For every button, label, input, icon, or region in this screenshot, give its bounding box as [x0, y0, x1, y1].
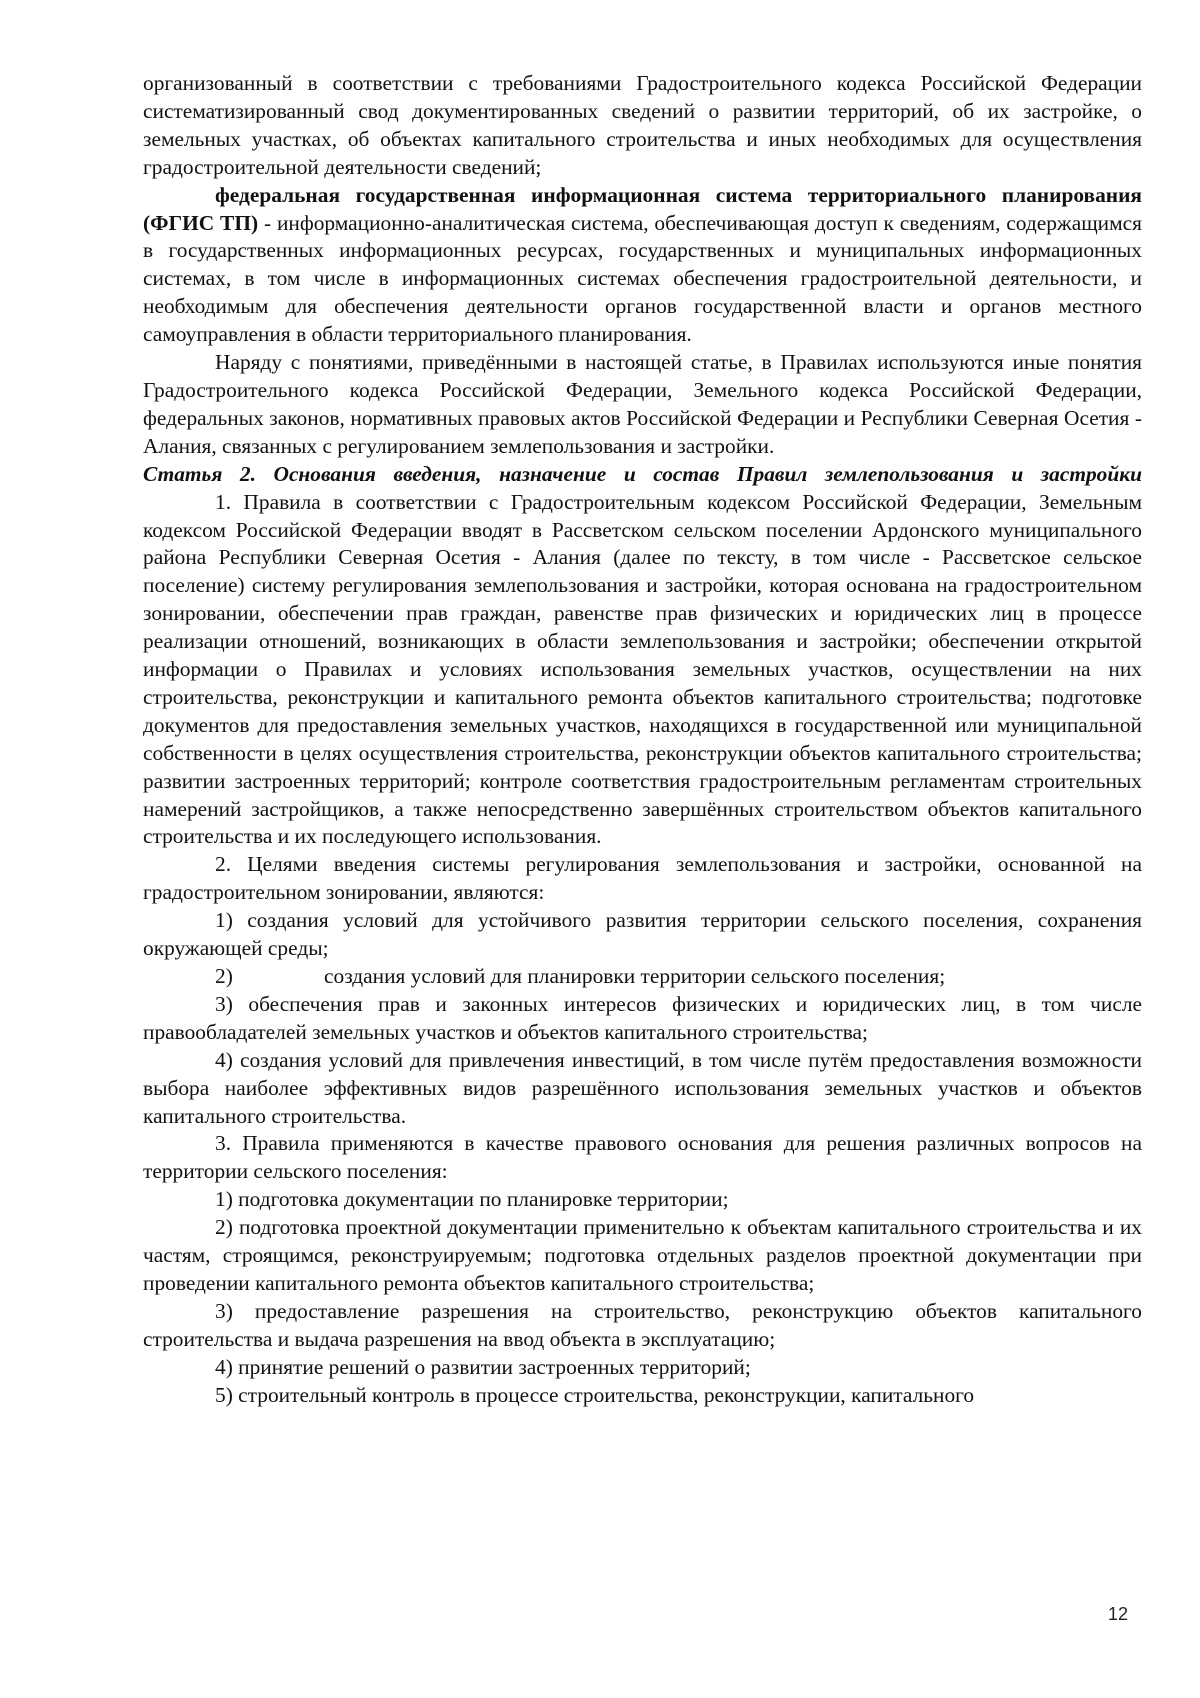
- list-item-goal-4: 4) создания условий для привлечения инвестиций, в том числе путём предоставления возможности выбора наиболее эффективных видов разрешённого использования земельных участков и объектов капитального строительства.: [143, 1047, 1142, 1128]
- list-item-use-3: 3) предоставление разрешения на строительство, реконструкцию объектов капитального строительства и выдача разрешения на ввод объекта в эксплуатацию;: [143, 1298, 1142, 1351]
- list-item-use-1: 1) подготовка документации по планировке территории;: [215, 1187, 729, 1212]
- paragraph-article2-item2: 2. Целями введения системы регулирования землепользования и застройки, основанной на градостроительном зонировании, являются:: [143, 852, 1142, 905]
- paragraph-definition-continued: организованный в соответствии с требованиями Градостроительного кодекса Российской Федерации систематизированный свод документированных сведений о развитии территорий, об их застройке, о земельных участках, об объектах капитального строительства и иных необходимых для осуществления градостроительной деятельности сведений;: [143, 71, 1142, 179]
- paragraph-fgis-definition: [143, 182, 1142, 349]
- page-number: 12: [1108, 1604, 1129, 1624]
- list-item-goal-1: 1) создания условий для устойчивого развития территории сельского поселения, сохранения окружающей среды;: [143, 908, 1142, 961]
- list-item-use-2: 2) подготовка проектной документации применительно к объектам капитального строительства и их частям, строящимся, реконструируемым; подготовка отдельных разделов проектной документации при проведении капитального ремонта объектов капитального строительства;: [143, 1215, 1142, 1295]
- document-page: [143, 70, 1142, 1410]
- term-fgis-tp: федеральная государственная информационная система территориального планирования (ФГИС ТП): [143, 182, 1142, 235]
- paragraph-other-concepts: Наряду с понятиями, приведёнными в настоящей статье, в Правилах используются иные понятия Градостроительного кодекса Российской Федерации, Земельного кодекса Российской Федерации, федеральных законов, нормативных правовых актов Российской Федерации и Республики Северная Осетия - Алания, связанных с регулированием землепользования и застройки.: [143, 350, 1142, 458]
- paragraph-article2-item1: 1. Правила в соответствии с Градостроительным кодексом Российской Федерации, Земельным кодексом Российской Федерации вводят в Рассветском сельском поселении Ардонского муниципального района Республики Северная Осетия - Алания (далее по тексту, в том числе - Рассветское сельское поселение) систему регулирования землепользования и застройки, которая основана на градостроительном зонировании, обеспечении прав граждан, равенстве прав физических и юридических лиц в процессе реализации отношений, возникающих в области землепользования и застройки; обеспечении открытой информации о Правилах и условиях использования земельных участков, осуществлении на них строительства, реконструкции и капитального ремонта объектов капитального строительства; подготовке документов для предоставления земельных участков, находящихся в государственной или муниципальной собственности в целях осуществления строительства, реконструкции объектов капитального строительства; развитии застроенных территорий; контроле соответствия градостроительным регламентам строительных намерений застройщиков, а также непосредственно завершённых строительством объектов капитального строительства и их последующего использования.: [143, 489, 1142, 849]
- article-2-heading: Статья 2. Основания введения, назначение и состав Правил землепользования и застройки: [143, 461, 1142, 486]
- list-item-goal-3: 3) обеспечения прав и законных интересов физических и юридических лиц, в том числе правообладателей земельных участков и объектов капитального строительства;: [143, 991, 1142, 1044]
- list-item-use-5: 5) строительный контроль в процессе строительства, реконструкции, капитального: [215, 1382, 975, 1407]
- paragraph-article2-item3: 3. Правила применяются в качестве правового основания для решения различных вопросов на территории сельского поселения:: [143, 1131, 1142, 1184]
- list-item-text: создания условий для планировки территории сельского поселения;: [324, 964, 946, 988]
- definition-fgis-tp: - информационно-аналитическая система, обеспечивающая доступ к сведениям, содержащимся в государственных информационных ресурсах, государственных и муниципальных информационных системах, в том числе в информационных системах обеспечения градостроительной деятельности, и необходимым для обеспечения деятельности органов государственной власти и органов местного самоуправления в области территориального планирования.: [143, 210, 1142, 347]
- list-item-use-4: 4) принятие решений о развитии застроенных территорий;: [215, 1354, 751, 1379]
- list-item-number: 2): [215, 964, 233, 988]
- list-item-goal-2: [143, 963, 1142, 991]
